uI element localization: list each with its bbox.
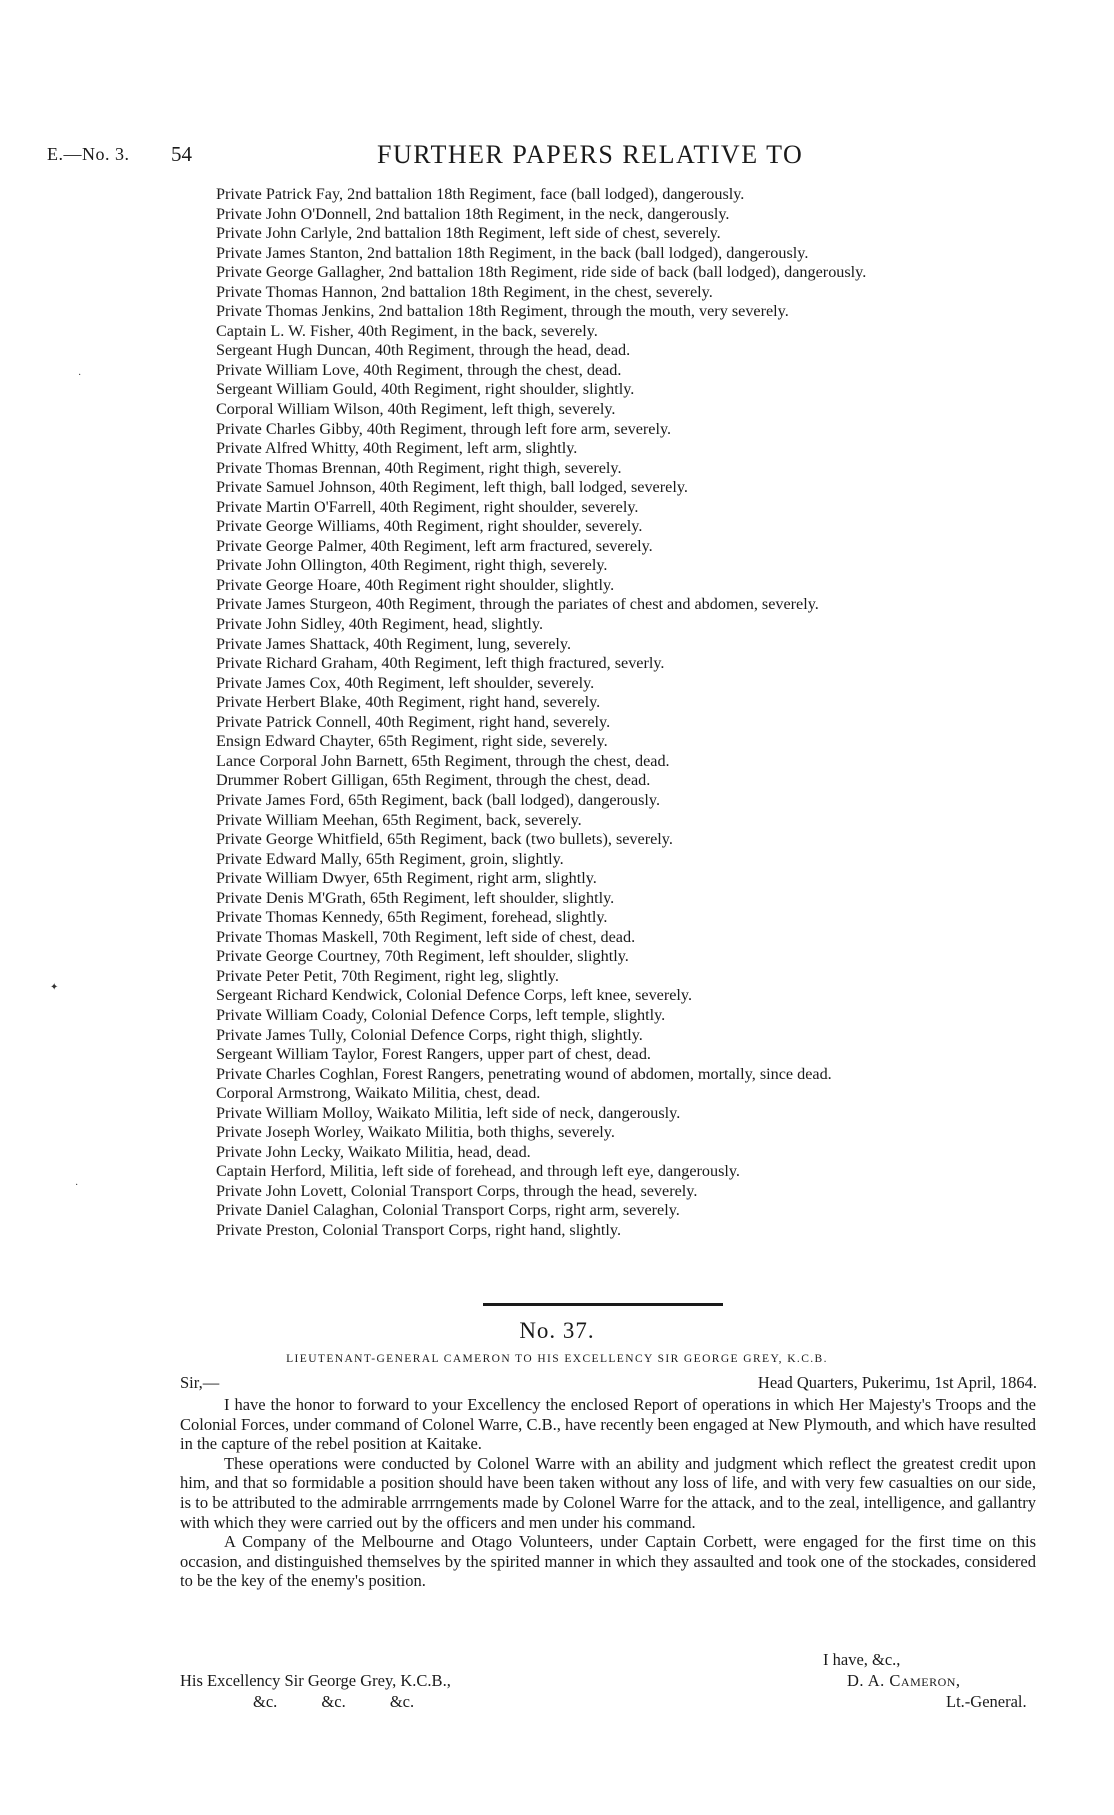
casualty-entry: Captain Herford, Militia, left side of forehead, and through left eye, dangerously.	[216, 1162, 740, 1181]
casualty-entry: Private Joseph Worley, Waikato Militia, both thighs, severely.	[216, 1123, 615, 1142]
casualty-entry: Private Alfred Whitty, 40th Regiment, left arm, slightly.	[216, 439, 578, 458]
casualty-entry: Private Charles Coghlan, Forest Rangers, penetrating wound of abdomen, mortally, since dead.	[216, 1064, 832, 1083]
casualty-entry: Sergeant Richard Kendwick, Colonial Defence Corps, left knee, severely.	[216, 986, 693, 1005]
document-reference: E.—No. 3.	[47, 144, 130, 164]
casualty-entry: Private William Meehan, 65th Regiment, back, severely.	[216, 810, 582, 829]
casualty-entry: Private Patrick Connell, 40th Regiment, right hand, severely.	[216, 712, 611, 731]
speck-mark: ·	[75, 1180, 79, 1191]
casualty-entry: Private George Whitfield, 65th Regiment, back (two bullets), severely.	[216, 830, 673, 849]
addressee-etc: &c. &c. &c.	[253, 1692, 415, 1711]
casualty-entry: Private Martin O'Farrell, 40th Regiment, right shoulder, severely.	[216, 497, 639, 516]
letter-signature: D. A. Cameron,	[847, 1671, 961, 1690]
casualty-entry: Lance Corporal John Barnett, 65th Regiment, through the chest, dead.	[216, 751, 670, 770]
casualty-entry: Private Samuel Johnson, 40th Regiment, left thigh, ball lodged, severely.	[216, 478, 688, 497]
letter-addressee: His Excellency Sir George Grey, K.C.B.,	[180, 1671, 451, 1690]
speck-mark: ✦	[50, 982, 59, 993]
page-number: 54	[171, 142, 192, 166]
casualty-entry: Private George Gallagher, 2nd battalion 18th Regiment, ride side of back (ball lodged), dangerously.	[216, 263, 867, 282]
casualty-entry: Sergeant William Gould, 40th Regiment, right shoulder, slightly.	[216, 380, 635, 399]
casualty-entry: Private John Sidley, 40th Regiment, head, slightly.	[216, 615, 544, 634]
casualty-entry: Private John Lecky, Waikato Militia, head, dead.	[216, 1142, 531, 1161]
casualty-entry: Private Thomas Maskell, 70th Regiment, left side of chest, dead.	[216, 927, 636, 946]
casualty-entry: Private Charles Gibby, 40th Regiment, through left fore arm, severely.	[216, 419, 672, 438]
letter-paragraph: I have the honor to forward to your Excellency the enclosed Report of operations in which Her Majesty's Troops and the Colonial Forces, under command of Colonel Warre, C.B., have recently been engaged at New Plymouth, and which have resulted in the capture of the rebel position at Kaitake.	[180, 1395, 1036, 1454]
casualty-entry: Private Daniel Calaghan, Colonial Transport Corps, right arm, severely.	[216, 1201, 680, 1220]
casualty-entry: Private James Tully, Colonial Defence Corps, right thigh, slightly.	[216, 1025, 643, 1044]
casualty-entry: Private Patrick Fay, 2nd battalion 18th Regiment, face (ball lodged), dangerously.	[216, 185, 745, 203]
casualty-entry: Private Edward Mally, 65th Regiment, groin, slightly.	[216, 849, 564, 868]
casualty-entry: Private William Molloy, Waikato Militia, left side of neck, dangerously.	[216, 1103, 681, 1122]
casualty-entry: Private James Shattack, 40th Regiment, lung, severely.	[216, 634, 571, 653]
casualty-entry: Private James Ford, 65th Regiment, back (ball lodged), dangerously.	[216, 790, 661, 809]
casualty-entry: Private William Coady, Colonial Defence Corps, left temple, slightly.	[216, 1005, 666, 1024]
casualty-entry: Ensign Edward Chayter, 65th Regiment, right side, severely.	[216, 732, 608, 751]
casualty-entry: Private Thomas Kennedy, 65th Regiment, forehead, slightly.	[216, 908, 608, 927]
casualty-entry: Private Thomas Jenkins, 2nd battalion 18th Regiment, through the mouth, very severely.	[216, 302, 789, 321]
letter-body	[180, 1395, 1036, 1591]
casualty-list	[173, 185, 1043, 1241]
casualty-entry: Sergeant William Taylor, Forest Rangers, upper part of chest, dead.	[216, 1045, 651, 1064]
casualty-entry: Private George Hoare, 40th Regiment right shoulder, slightly.	[216, 575, 615, 594]
casualty-entry: Corporal Armstrong, Waikato Militia, chest, dead.	[216, 1084, 541, 1103]
casualty-entry: Sergeant Hugh Duncan, 40th Regiment, through the head, dead.	[216, 341, 631, 360]
letter-paragraph: These operations were conducted by Colonel Warre with an ability and judgment which reflect the greatest credit upon him, and that so formidable a position should have been taken without any loss of life, and with very few casualties on our side, is to be attributed to the admirable arrrngements made by Colonel Warre for the attack, and to the zeal, intelligence, and gallantry with which they were carried out by the officers and men under his command.	[180, 1453, 1036, 1532]
letter-paragraph: A Company of the Melbourne and Otago Volunteers, under Captain Corbett, were engaged for the first time on this occasion, and distinguished themselves by the spirited manner in which they assaulted and took one of the stockades, considered to be the key of the enemy's position.	[180, 1532, 1036, 1591]
casualty-entry: Private John Carlyle, 2nd battalion 18th Regiment, left side of chest, severely.	[216, 224, 721, 243]
section-divider	[483, 1303, 723, 1306]
casualty-entry: Private Thomas Hannon, 2nd battalion 18th Regiment, in the chest, severely.	[216, 282, 713, 301]
casualty-entry: Private George Palmer, 40th Regiment, left arm fractured, severely.	[216, 536, 653, 555]
casualty-entry: Private John O'Donnell, 2nd battalion 18th Regiment, in the neck, dangerously.	[216, 204, 730, 223]
running-title: FURTHER PAPERS RELATIVE TO	[377, 140, 804, 169]
casualty-entry: Corporal William Wilson, 40th Regiment, left thigh, severely.	[216, 400, 616, 419]
salutation: Sir,—	[180, 1373, 220, 1392]
casualty-entry: Private William Dwyer, 65th Regiment, right arm, slightly.	[216, 869, 597, 888]
casualty-entry: Drummer Robert Gilligan, 65th Regiment, through the chest, dead.	[216, 771, 651, 790]
casualty-entry: Private Denis M'Grath, 65th Regiment, left shoulder, slightly.	[216, 888, 615, 907]
speck-mark: ·	[78, 370, 82, 381]
casualty-entry: Private James Stanton, 2nd battalion 18th Regiment, in the back (ball lodged), dangerously.	[216, 243, 809, 262]
casualty-entry: Private Richard Graham, 40th Regiment, left thigh fractured, severly.	[216, 654, 665, 673]
casualty-entry: Private William Love, 40th Regiment, through the chest, dead.	[216, 360, 622, 379]
casualty-entry: Private John Lovett, Colonial Transport Corps, through the head, severely.	[216, 1181, 698, 1200]
letter-dateline: Head Quarters, Pukerimu, 1st April, 1864.	[757, 1373, 1037, 1392]
casualty-entry: Private John Ollington, 40th Regiment, right thigh, severely.	[216, 556, 608, 575]
casualty-entry: Private George Courtney, 70th Regiment, left shoulder, slightly.	[216, 947, 629, 966]
letter-number: No. 37.	[519, 1318, 595, 1343]
casualty-entry: Private James Cox, 40th Regiment, left shoulder, severely.	[216, 673, 595, 692]
casualty-entry: Private James Sturgeon, 40th Regiment, through the pariates of chest and abdomen, severely.	[216, 595, 819, 614]
letter-closing: I have, &c.,	[823, 1650, 901, 1669]
letter-heading: LIEUTENANT-GENERAL CAMERON TO HIS EXCELLENCY SIR GEORGE GREY, K.C.B.	[286, 1353, 828, 1365]
casualty-entry: Private George Williams, 40th Regiment, right shoulder, severely.	[216, 517, 643, 536]
casualty-entry: Private Preston, Colonial Transport Corps, right hand, slightly.	[216, 1220, 621, 1239]
casualty-entry: Private Peter Petit, 70th Regiment, right leg, slightly.	[216, 966, 559, 985]
casualty-entry: Private Thomas Brennan, 40th Regiment, right thigh, severely.	[216, 458, 622, 477]
casualty-entry: Captain L. W. Fisher, 40th Regiment, in the back, severely.	[216, 321, 598, 340]
page-header	[47, 140, 1067, 172]
casualty-entry: Private Herbert Blake, 40th Regiment, right hand, severely.	[216, 693, 601, 712]
signatory-rank: Lt.-General.	[946, 1692, 1027, 1711]
